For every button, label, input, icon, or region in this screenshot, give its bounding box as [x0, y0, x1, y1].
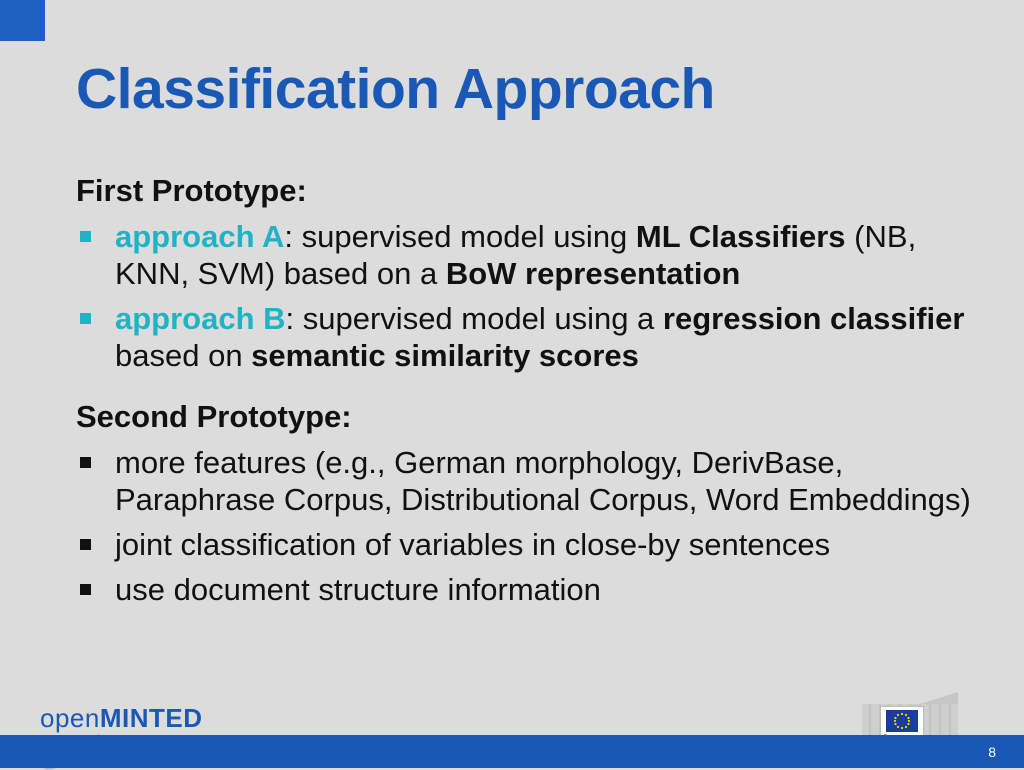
list-item: approach A: supervised model using ML Classifiers (NB, KNN, SVM) based on a BoW representation — [76, 218, 976, 292]
slide-body — [76, 172, 976, 608]
eu-flag-icon — [886, 710, 918, 732]
list-item: approach B: supervised model using a regression classifier based on semantic similarity scores — [76, 300, 976, 374]
footer-bar — [0, 735, 1024, 768]
page-number: 8 — [988, 744, 996, 760]
second-prototype-list — [76, 444, 976, 608]
list-item: use document structure information — [76, 571, 976, 608]
square-bullet-icon — [80, 584, 91, 595]
slide-title: Classification Approach — [76, 57, 715, 121]
openminted-logo: openMINTED — [40, 703, 203, 733]
square-bullet-icon — [80, 457, 91, 468]
square-bullet-icon — [80, 231, 91, 242]
square-bullet-icon — [80, 539, 91, 550]
first-prototype-list — [76, 218, 976, 374]
second-prototype-heading: Second Prototype: — [76, 399, 352, 434]
corner-accent-square — [0, 0, 45, 41]
square-bullet-icon — [80, 313, 91, 324]
first-prototype-heading: First Prototype: — [76, 173, 307, 208]
list-item: more features (e.g., German morphology, DerivBase, Paraphrase Corpus, Distributional Corpus, Word Embeddings) — [76, 444, 976, 518]
list-item: joint classification of variables in close-by sentences — [76, 526, 976, 563]
